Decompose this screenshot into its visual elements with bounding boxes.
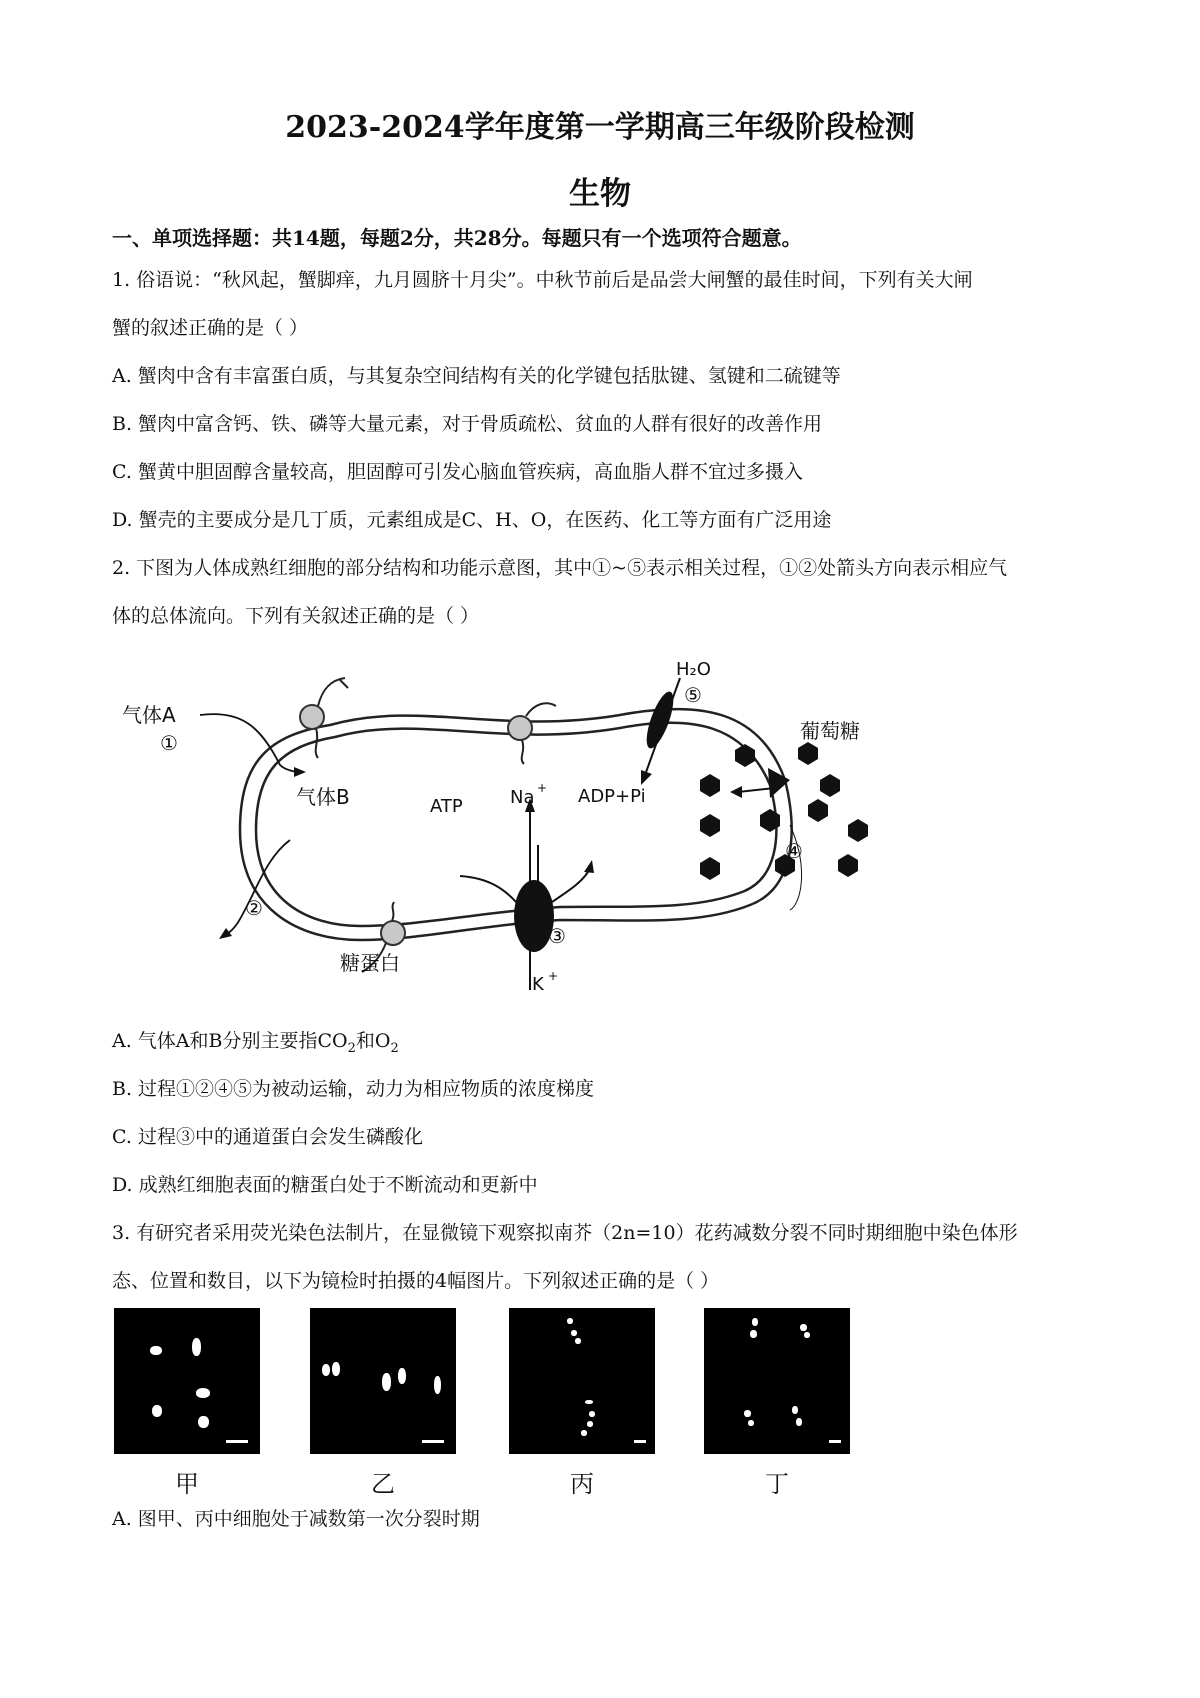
label-k: K bbox=[532, 974, 544, 995]
label-n4: ④ bbox=[785, 839, 803, 863]
q1-option-b: B. 蟹肉中富含钙、铁、磷等大量元素，对于骨质疏松、贫血的人群有很好的改善作用 bbox=[112, 413, 823, 435]
q1-stem-line2: 蟹的叙述正确的是（ ） bbox=[112, 317, 309, 339]
label-na-plus: + bbox=[537, 781, 548, 795]
label-ding: 丁 bbox=[765, 1470, 789, 1498]
label-glucose: 葡萄糖 bbox=[800, 719, 860, 743]
q2-option-b: B. 过程①②④⑤为被动运输，动力为相应物质的浓度梯度 bbox=[112, 1078, 595, 1100]
q3-stem-line1: 3. 有研究者采用荧光染色法制片，在显微镜下观察拟南芥（2n=10）花药减数分裂不同时期细胞中染色体形 bbox=[112, 1222, 1018, 1244]
label-n3: ③ bbox=[548, 924, 566, 948]
label-atp: ATP bbox=[430, 796, 463, 817]
label-h2o: H₂O bbox=[676, 659, 711, 680]
label-gas-b: 气体B bbox=[296, 785, 350, 809]
cell-membrane-inner bbox=[256, 723, 776, 926]
label-na: Na bbox=[510, 787, 535, 808]
label-adp: ADP+Pi bbox=[578, 786, 646, 807]
q2-option-d: D. 成熟红细胞表面的糖蛋白处于不断流动和更新中 bbox=[112, 1174, 538, 1196]
q1-option-d: D. 蟹壳的主要成分是几丁质，元素组成是C、H、O，在医药、化工等方面有广泛用途 bbox=[112, 509, 832, 531]
subject-title: 生物 bbox=[569, 176, 631, 212]
label-bing: 丙 bbox=[570, 1470, 594, 1498]
glycoprotein-top-mid bbox=[508, 716, 532, 740]
micrograph-bing bbox=[509, 1308, 655, 1454]
micrograph-jia bbox=[114, 1308, 260, 1454]
label-jia: 甲 bbox=[175, 1470, 199, 1498]
glycoprotein-bottom bbox=[381, 921, 405, 945]
glycoprotein-top-left bbox=[300, 705, 324, 729]
glucose-molecules bbox=[700, 742, 868, 880]
label-n2: ② bbox=[245, 896, 263, 920]
q1-option-c: C. 蟹黄中胆固醇含量较高，胆固醇可引发心脑血管疾病，高血脂人群不宜过多摄入 bbox=[112, 461, 803, 483]
section-heading: 一、单项选择题：共14题，每题2分，共28分。每题只有一个选项符合题意。 bbox=[112, 226, 802, 250]
q1-option-a: A. 蟹肉中含有丰富蛋白质，与其复杂空间结构有关的化学键包括肽键、氢键和二硫键等 bbox=[112, 365, 841, 387]
q2-option-c: C. 过程③中的通道蛋白会发生磷酸化 bbox=[112, 1126, 423, 1148]
exam-title: 2023-2024学年度第一学期高三年级阶段检测 bbox=[285, 110, 915, 145]
micrograph-yi bbox=[310, 1308, 456, 1454]
q2-stem-line1: 2. 下图为人体成熟红细胞的部分结构和功能示意图，其中①~⑤表示相关过程，①②处箭头方向表示相应气 bbox=[112, 557, 1008, 579]
q2-option-a: A. 气体A和B分别主要指$CO_2$和$O_2$ bbox=[112, 1030, 399, 1056]
q2-stem-line2: 体的总体流向。下列有关叙述正确的是（ ） bbox=[112, 605, 480, 627]
rbc-diagram bbox=[0, 640, 1200, 1000]
q1-stem-line1: 1. 俗语说：“秋风起，蟹脚痒，九月圆脐十月尖”。中秋节前后是品尝大闸蟹的最佳时间，下列有关大闸 bbox=[112, 269, 973, 291]
q3-option-a: A. 图甲、丙中细胞处于减数第一次分裂时期 bbox=[112, 1508, 480, 1530]
label-n5: ⑤ bbox=[684, 683, 702, 707]
label-glycoprotein: 糖蛋白 bbox=[340, 951, 400, 975]
label-n1: ① bbox=[160, 731, 178, 755]
micrograph-ding bbox=[704, 1308, 850, 1454]
label-yi: 乙 bbox=[371, 1470, 395, 1498]
q3-stem-line2: 态、位置和数目，以下为镜检时拍摄的4幅图片。下列叙述正确的是（ ） bbox=[112, 1270, 720, 1292]
label-k-plus: + bbox=[548, 969, 559, 983]
label-gas-a: 气体A bbox=[122, 703, 176, 727]
